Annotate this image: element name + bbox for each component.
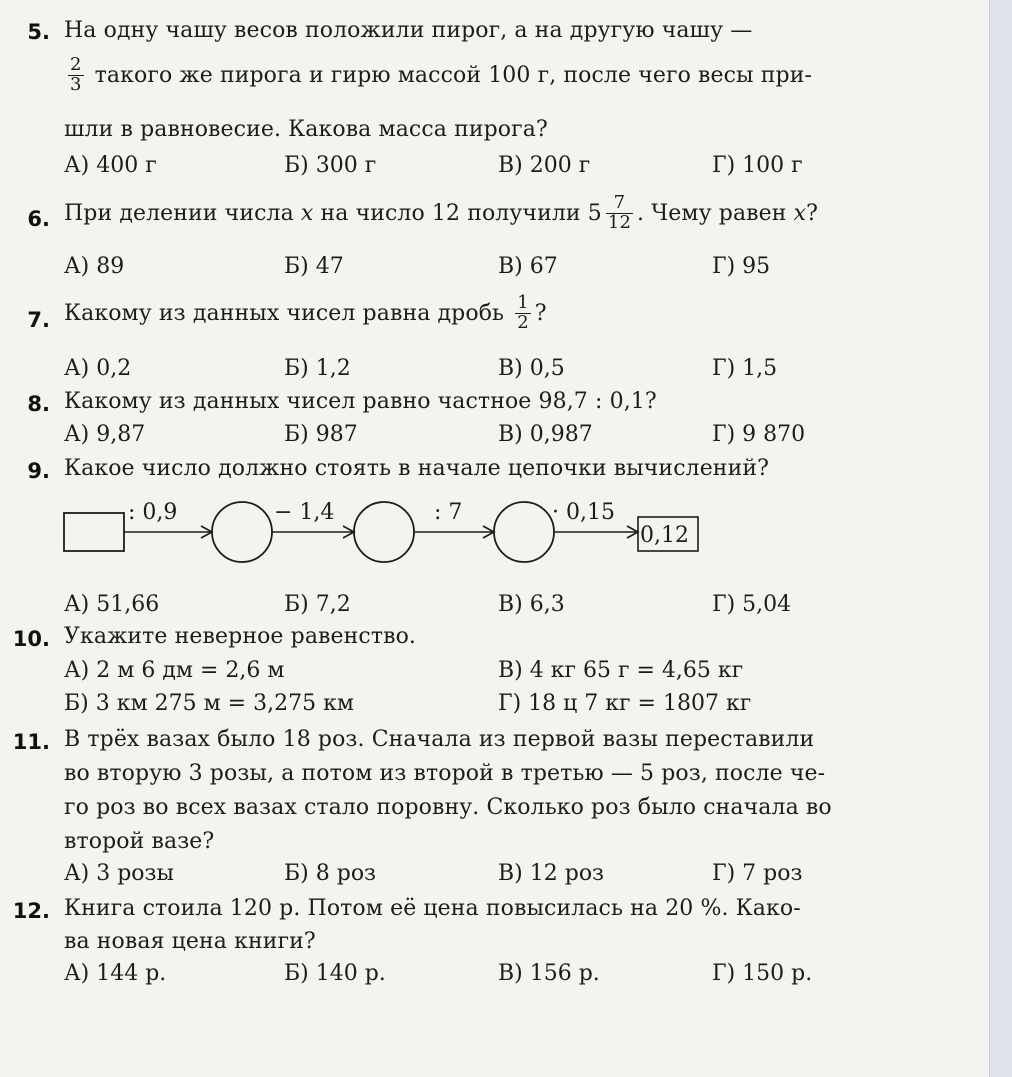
problem-number: 11. — [12, 730, 50, 754]
answer-option[interactable]: Б) 3 км 275 м = 3,275 км — [64, 691, 354, 716]
answer-option[interactable]: Б) 300 г — [284, 153, 377, 178]
answer-option[interactable]: Г) 7 роз — [712, 861, 803, 886]
answer-option[interactable]: В) 0,987 — [498, 422, 593, 447]
problem-text: Какому из данных чисел равна дробь $\frac{1}{2}$ ? — [64, 292, 547, 333]
answer-option[interactable]: В) 12 роз — [498, 861, 605, 886]
problem-text: Какое число должно стоять в начале цепочки вычислений? — [64, 456, 769, 481]
problem-text: ва новая цена книги? — [64, 929, 316, 954]
problem-text: На одну чашу весов положили пирог, а на другую чашу — — [64, 18, 753, 43]
answer-option[interactable]: А) 144 р. — [64, 961, 167, 986]
answer-option[interactable]: В) 156 р. — [498, 961, 600, 986]
answer-option[interactable]: А) 400 г — [64, 153, 157, 178]
problem-text: Книга стоила 120 р. Потом её цена повысилась на 20 %. Како- — [64, 896, 801, 921]
problem-number: 9. — [27, 459, 50, 483]
problem-number: 10. — [12, 627, 50, 651]
problem-number: 5. — [27, 20, 50, 44]
answer-option[interactable]: А) 89 — [64, 254, 125, 279]
answer-option[interactable]: В) 4 кг 65 г = 4,65 кг — [498, 658, 744, 683]
answer-option[interactable]: В) 200 г — [498, 153, 591, 178]
fraction: $\frac{7}{12}$ — [607, 192, 631, 233]
operation-label: · 0,15 — [552, 500, 615, 525]
problem-text: В трёх вазах было 18 роз. Сначала из первой вазы переставили — [64, 727, 815, 752]
answer-option[interactable]: Б) 47 — [284, 254, 344, 279]
answer-option[interactable]: Г) 1,5 — [712, 356, 778, 381]
page-edge — [989, 0, 1012, 1077]
problem-number: 7. — [27, 308, 50, 332]
fraction: $\frac{2}{3}$ — [70, 54, 82, 95]
answer-option[interactable]: Г) 95 — [712, 254, 771, 279]
answer-option[interactable]: Б) 987 — [284, 422, 358, 447]
problem-text: второй вазе? — [64, 829, 215, 854]
answer-option[interactable]: Б) 7,2 — [284, 592, 351, 617]
fraction: $\frac{1}{2}$ — [517, 292, 529, 333]
problem-text: $\frac{2}{3}$ такого же пирога и гирю массой 100 г, после чего весы при- — [70, 54, 813, 95]
problem-number: 12. — [12, 899, 50, 923]
problem-text: шли в равновесие. Какова масса пирога? — [64, 117, 548, 142]
answer-option[interactable]: Б) 140 р. — [284, 961, 386, 986]
operation-label: : 0,9 — [128, 500, 178, 525]
answer-option[interactable]: А) 3 розы — [64, 861, 175, 886]
answer-option[interactable]: Б) 1,2 — [284, 356, 351, 381]
problem-text: во вторую 3 розы, а потом из второй в третью — 5 роз, после че- — [64, 761, 826, 786]
operation-label: : 7 — [434, 500, 463, 525]
problem-text: го роз во всех вазах стало поровну. Сколько роз было сначала во — [64, 795, 832, 820]
answer-option[interactable]: В) 0,5 — [498, 356, 565, 381]
answer-option[interactable]: А) 51,66 — [64, 592, 160, 617]
start-box[interactable] — [64, 513, 124, 551]
result-value: 0,12 — [640, 523, 689, 548]
problem-text: При делении числа x на число 12 получили 5 $\frac{7}{12}$ . Чему равен x? — [64, 192, 819, 233]
problem-number: 6. — [27, 207, 50, 231]
answer-option[interactable]: А) 2 м 6 дм = 2,6 м — [64, 658, 285, 683]
answer-option[interactable]: Г) 150 р. — [712, 961, 813, 986]
computation-chain-diagram — [0, 495, 760, 575]
answer-option[interactable]: В) 6,3 — [498, 592, 565, 617]
answer-option[interactable]: А) 0,2 — [64, 356, 132, 381]
chain-circle — [494, 502, 554, 562]
problem-number: 8. — [27, 392, 50, 416]
answer-option[interactable]: Г) 9 870 — [712, 422, 806, 447]
answer-option[interactable]: Г) 100 г — [712, 153, 803, 178]
problem-text: Какому из данных чисел равно частное 98,7 : 0,1? — [64, 389, 657, 414]
answer-option[interactable]: Г) 18 ц 7 кг = 1807 кг — [498, 691, 752, 716]
chain-circle — [212, 502, 272, 562]
answer-option[interactable]: Г) 5,04 — [712, 592, 792, 617]
answer-option[interactable]: А) 9,87 — [64, 422, 146, 447]
problem-text: Укажите неверное равенство. — [64, 624, 417, 649]
operation-label: − 1,4 — [274, 500, 335, 525]
answer-option[interactable]: Б) 8 роз — [284, 861, 377, 886]
answer-option[interactable]: В) 67 — [498, 254, 558, 279]
chain-circle — [354, 502, 414, 562]
